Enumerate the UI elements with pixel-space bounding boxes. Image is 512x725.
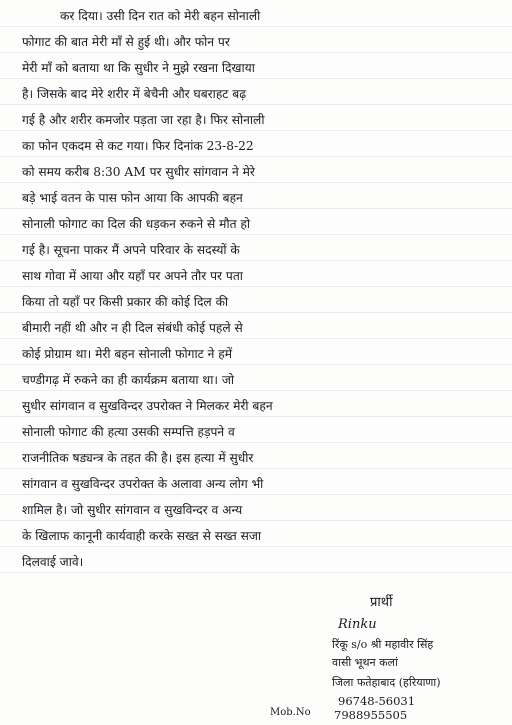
ruled-line bbox=[0, 442, 512, 443]
letter-line: फोगाट की बात मेरी माँ से हुई थी। और फोन पर bbox=[22, 35, 230, 49]
letter-line: कर दिया। उसी दिन रात को मेरी बहन सोनाली bbox=[60, 9, 261, 23]
phone-number-1: 96748-56031 bbox=[338, 694, 416, 708]
ruled-line bbox=[0, 208, 512, 209]
ruled-line bbox=[0, 156, 512, 157]
ruled-line bbox=[0, 130, 512, 131]
ruled-line bbox=[0, 546, 512, 547]
signature-relation: रिंकू s/o श्री महावीर सिंह bbox=[332, 638, 434, 651]
ruled-line bbox=[0, 572, 512, 573]
letter-line: सुधीर सांगवान व सुखविन्दर उपरोक्त ने मिलकर मेरी बहन bbox=[22, 399, 273, 413]
ruled-line bbox=[0, 52, 512, 53]
ruled-line bbox=[0, 104, 512, 105]
ruled-line bbox=[0, 312, 512, 313]
signature-district: जिला फतेहाबाद (हरियाणा) bbox=[332, 676, 441, 689]
ruled-line bbox=[0, 416, 512, 417]
letter-line: साथ गोवा में आया और यहाँ पर अपने तौर पर पता bbox=[22, 269, 243, 283]
ruled-line bbox=[0, 494, 512, 495]
ruled-line bbox=[0, 520, 512, 521]
letter-line: कोई प्रोग्राम था। मेरी बहन सोनाली फोगाट ने हमें bbox=[22, 347, 233, 361]
letter-line: सांगवान व सुखविन्दर उपरोक्त के अलावा अन्य लोग भी bbox=[22, 477, 264, 491]
ruled-line bbox=[0, 182, 512, 183]
letter-line: शामिल है। जो सुधीर सांगवान व सुखविन्दर व अन्य bbox=[22, 503, 243, 517]
letter-line: मेरी माँ को बताया था कि सुधीर ने मुझे रखना दिखाया bbox=[22, 61, 255, 75]
ruled-line bbox=[0, 260, 512, 261]
letter-line: गई है और शरीर कमजोर पड़ता जा रहा है। फिर सोनाली bbox=[22, 113, 265, 127]
ruled-line bbox=[0, 338, 512, 339]
signature-village: वासी भूथन कलां bbox=[332, 656, 398, 669]
signature-name: Rinku bbox=[338, 617, 377, 632]
letter-line: है। जिसके बाद मेरे शरीर में बेचैनी और घबराहट बढ़ bbox=[22, 87, 247, 101]
letter-line: सोनाली फोगाट की हत्या उसकी सम्पत्ति हड़पने व bbox=[22, 425, 235, 439]
letter-line: दिलवाई जावे। bbox=[22, 555, 84, 569]
letter-line: को समय करीब 8:30 AM पर सुधीर सांगवान ने मेरे bbox=[22, 165, 255, 179]
letter-line: के खिलाफ कानूनी कार्यवाही करके सख्त से सख्त सजा bbox=[22, 529, 262, 543]
ruled-line bbox=[0, 26, 512, 27]
ruled-line bbox=[0, 390, 512, 391]
ruled-line bbox=[0, 364, 512, 365]
letter-line: सोनाली फोगाट का दिल की धड़कन रुकने से मौत हो bbox=[22, 217, 251, 231]
phone-number-2: 7988955505 bbox=[334, 708, 408, 722]
letter-line: गई है। सूचना पाकर मैं अपने परिवार के सदस्यों के bbox=[22, 243, 240, 257]
closing-word: प्रार्थी bbox=[370, 595, 393, 610]
ruled-line bbox=[0, 468, 512, 469]
mobile-label: Mob.No bbox=[270, 707, 311, 718]
letter-line: का फोन एकदम से कट गया। फिर दिनांक 23-8-22 bbox=[22, 139, 254, 153]
letter-line: बीमारी नहीं थी और न ही दिल संबंधी कोई पहले से bbox=[22, 321, 243, 335]
letter-line: किया तो यहाँ पर किसी प्रकार की कोई दिल की bbox=[22, 295, 229, 309]
letter-line: बड़े भाई वतन के पास फोन आया कि आपकी बहन bbox=[22, 191, 243, 205]
ruled-line bbox=[0, 78, 512, 79]
ruled-line bbox=[0, 286, 512, 287]
letter-line: राजनीतिक षड्यन्त्र के तहत की है। इस हत्या में सुधीर bbox=[22, 451, 254, 465]
letter-line: चण्डीगढ़ में रुकने का ही कार्यक्रम बताया था। जो bbox=[22, 373, 235, 387]
ruled-line bbox=[0, 234, 512, 235]
